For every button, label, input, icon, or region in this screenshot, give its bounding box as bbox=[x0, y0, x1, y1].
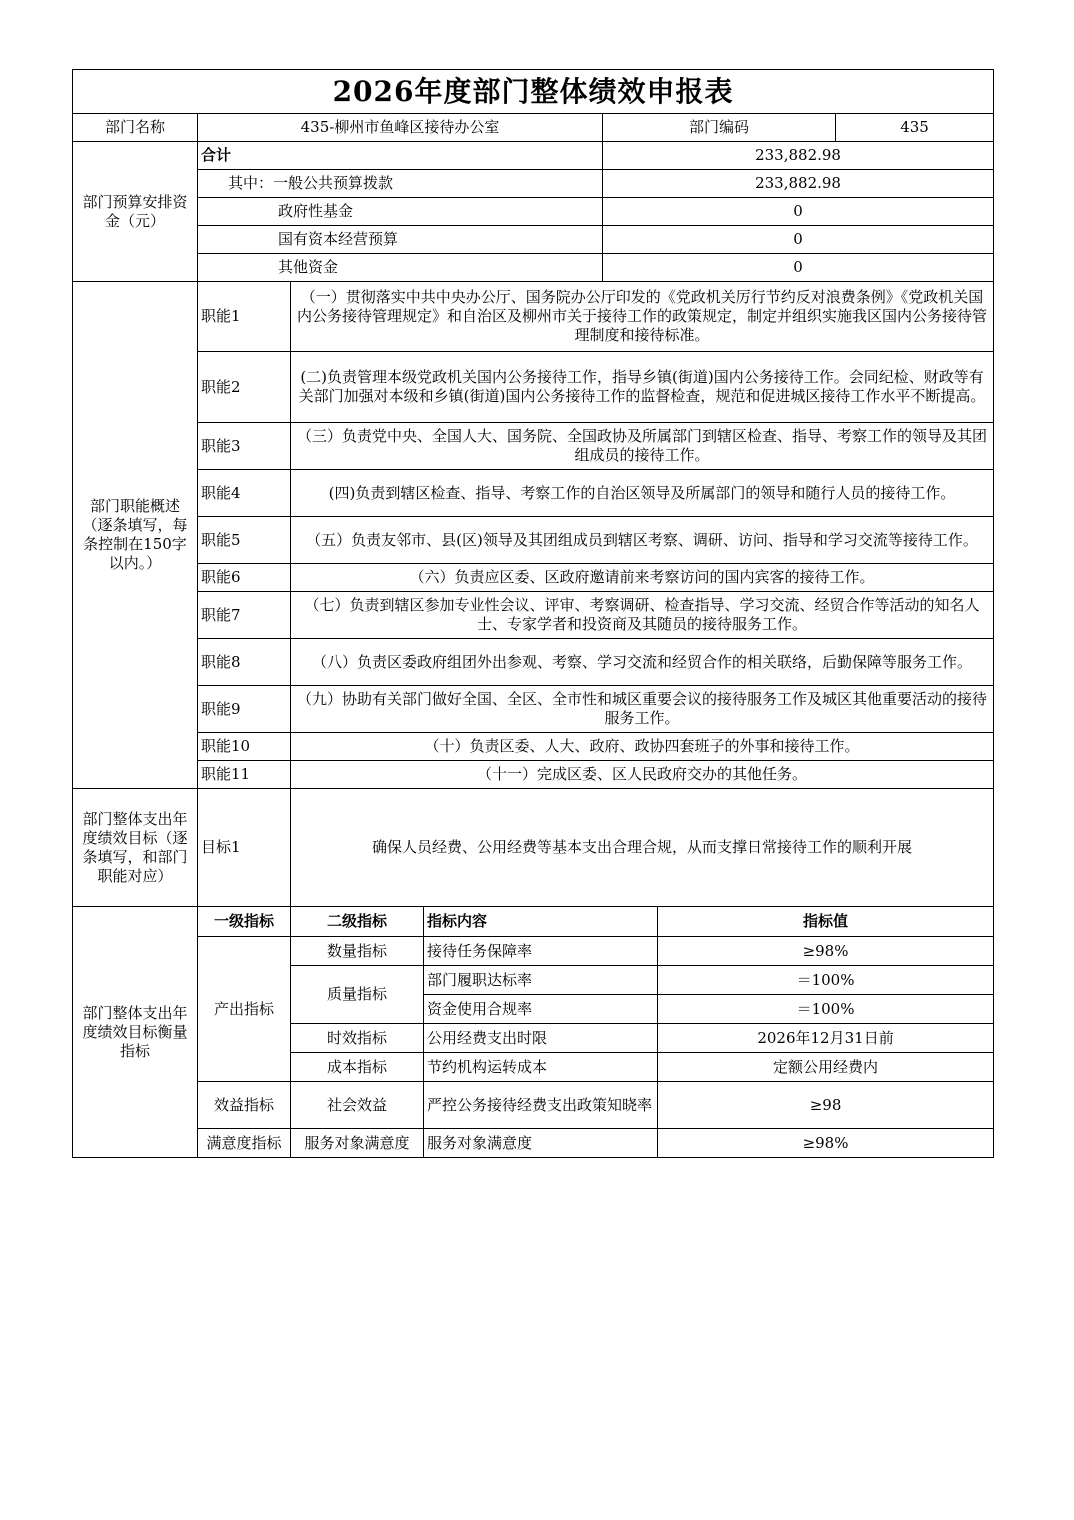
function-text: (四)负责到辖区检查、指导、考察工作的自治区领导及所属部门的领导和随行人员的接待工作。 bbox=[291, 470, 994, 517]
indicator-content: 接待任务保障率 bbox=[424, 937, 658, 966]
function-text: （三）负责党中央、全国人大、国务院、全国政协及所属部门到辖区检查、指导、考察工作的领导及其团组成员的接待工作。 bbox=[291, 423, 994, 470]
indicator-content: 服务对象满意度 bbox=[424, 1129, 658, 1158]
budget-row-label: 其中：一般公共预算拨款 bbox=[198, 170, 603, 198]
indicator-level2: 社会效益 bbox=[291, 1082, 424, 1129]
indicator-value: ≥98% bbox=[658, 937, 994, 966]
function-name: 职能7 bbox=[198, 592, 291, 639]
indicator-value: 2026年12月31日前 bbox=[658, 1024, 994, 1053]
function-name: 职能10 bbox=[198, 733, 291, 761]
indicator-header: 一级指标 bbox=[198, 907, 291, 937]
indicator-header: 二级指标 bbox=[291, 907, 424, 937]
dept-name-value: 435-柳州市鱼峰区接待办公室 bbox=[198, 114, 603, 142]
indicator-content: 部门履职达标率 bbox=[424, 966, 658, 995]
goals-label: 部门整体支出年度绩效目标（逐条填写，和部门职能对应） bbox=[73, 789, 198, 907]
budget-row-value: 0 bbox=[603, 226, 994, 254]
indicator-value: 定额公用经费内 bbox=[658, 1053, 994, 1082]
indicators-label: 部门整体支出年度绩效目标衡量指标 bbox=[73, 907, 198, 1158]
budget-row-value: 233,882.98 bbox=[603, 142, 994, 170]
indicator-level1: 产出指标 bbox=[198, 937, 291, 1082]
function-text: （七）负责到辖区参加专业性会议、评审、考察调研、检查指导、学习交流、经贸合作等活动的知名人士、专家学者和投资商及其随员的接待服务工作。 bbox=[291, 592, 994, 639]
indicator-level2: 质量指标 bbox=[291, 966, 424, 1024]
indicator-level2: 成本指标 bbox=[291, 1053, 424, 1082]
function-name: 职能4 bbox=[198, 470, 291, 517]
dept-code-label: 部门编码 bbox=[603, 114, 836, 142]
page-title: 2026年度部门整体绩效申报表 bbox=[73, 70, 994, 114]
function-name: 职能3 bbox=[198, 423, 291, 470]
dept-code-value: 435 bbox=[836, 114, 994, 142]
goal-text: 确保人员经费、公用经费等基本支出合理合规，从而支撑日常接待工作的顺利开展 bbox=[291, 789, 994, 907]
budget-row-label: 合计 bbox=[198, 142, 603, 170]
indicator-header: 指标值 bbox=[658, 907, 994, 937]
budget-row-value: 0 bbox=[603, 254, 994, 282]
function-name: 职能2 bbox=[198, 352, 291, 423]
budget-row-label: 政府性基金 bbox=[198, 198, 603, 226]
indicator-value: ＝100% bbox=[658, 966, 994, 995]
indicator-value: ≥98% bbox=[658, 1129, 994, 1158]
function-text: （五）负责友邻市、县(区)领导及其团组成员到辖区考察、调研、访问、指导和学习交流等接待工作。 bbox=[291, 517, 994, 564]
indicator-header: 指标内容 bbox=[424, 907, 658, 937]
function-text: （十一）完成区委、区人民政府交办的其他任务。 bbox=[291, 761, 994, 789]
function-text: （十）负责区委、人大、政府、政协四套班子的外事和接待工作。 bbox=[291, 733, 994, 761]
performance-declaration-table bbox=[72, 69, 994, 1158]
indicator-level2: 服务对象满意度 bbox=[291, 1129, 424, 1158]
budget-row-value: 233,882.98 bbox=[603, 170, 994, 198]
function-name: 职能6 bbox=[198, 564, 291, 592]
function-text: （一）贯彻落实中共中央办公厅、国务院办公厅印发的《党政机关厉行节约反对浪费条例》《党政机关国内公务接待管理规定》和自治区及柳州市关于接待工作的政策规定，制定并组织实施我区国内公务接待管理制度和接待标准。 bbox=[291, 282, 994, 352]
function-text: （九）协助有关部门做好全国、全区、全市性和城区重要会议的接待服务工作及城区其他重要活动的接待服务工作。 bbox=[291, 686, 994, 733]
indicator-level2: 数量指标 bbox=[291, 937, 424, 966]
dept-name-label: 部门名称 bbox=[73, 114, 198, 142]
indicator-content: 资金使用合规率 bbox=[424, 995, 658, 1024]
function-name: 职能9 bbox=[198, 686, 291, 733]
indicator-level1: 效益指标 bbox=[198, 1082, 291, 1129]
indicator-content: 严控公务接待经费支出政策知晓率 bbox=[424, 1082, 658, 1129]
function-name: 职能5 bbox=[198, 517, 291, 564]
indicator-level1: 满意度指标 bbox=[198, 1129, 291, 1158]
budget-row-label: 其他资金 bbox=[198, 254, 603, 282]
budget-row-value: 0 bbox=[603, 198, 994, 226]
function-name: 职能11 bbox=[198, 761, 291, 789]
function-text: (二)负责管理本级党政机关国内公务接待工作，指导乡镇(街道)国内公务接待工作。会同纪检、财政等有关部门加强对本级和乡镇(街道)国内公务接待工作的监督检查，规范和促进城区接待工作水平不断提高。 bbox=[291, 352, 994, 423]
indicator-content: 节约机构运转成本 bbox=[424, 1053, 658, 1082]
indicator-content: 公用经费支出时限 bbox=[424, 1024, 658, 1053]
indicator-value: ＝100% bbox=[658, 995, 994, 1024]
budget-row-label: 国有资本经营预算 bbox=[198, 226, 603, 254]
function-name: 职能1 bbox=[198, 282, 291, 352]
functions-label: 部门职能概述（逐条填写，每条控制在150字以内。） bbox=[73, 282, 198, 789]
function-text: （八）负责区委政府组团外出参观、考察、学习交流和经贸合作的相关联络，后勤保障等服务工作。 bbox=[291, 639, 994, 686]
indicator-level2: 时效指标 bbox=[291, 1024, 424, 1053]
budget-label: 部门预算安排资金（元） bbox=[73, 142, 198, 282]
function-text: （六）负责应区委、区政府邀请前来考察访问的国内宾客的接待工作。 bbox=[291, 564, 994, 592]
function-name: 职能8 bbox=[198, 639, 291, 686]
goal-name: 目标1 bbox=[198, 789, 291, 907]
indicator-value: ≥98 bbox=[658, 1082, 994, 1129]
